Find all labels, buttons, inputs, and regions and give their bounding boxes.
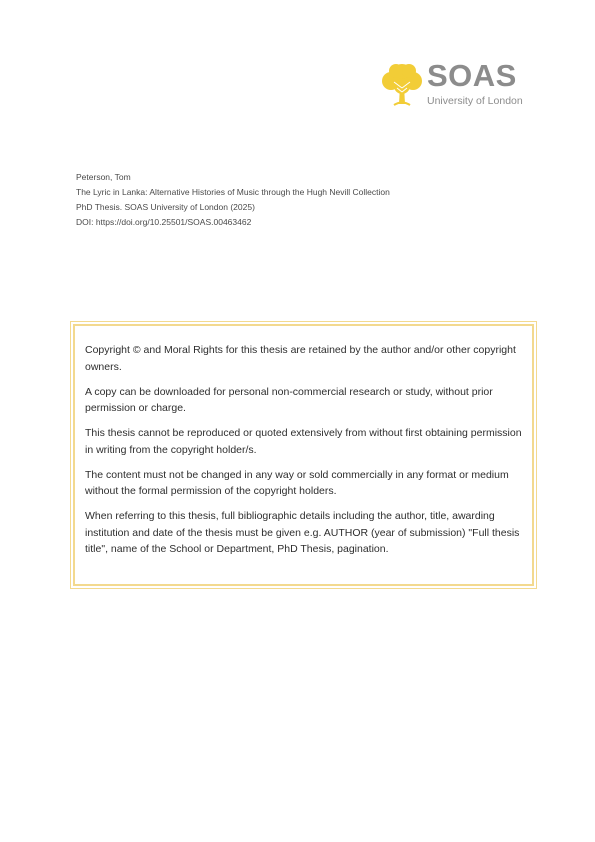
- soas-logo: [380, 58, 525, 110]
- notice-paragraph: Copyright © and Moral Rights for this thesis are retained by the author and/or other copyright owners.: [85, 344, 516, 373]
- notice-paragraph: The content must not be changed in any way or sold commercially in any format or medium without the formal permission of the copyright holders.: [85, 468, 509, 497]
- degree-info: PhD Thesis. SOAS University of London (2025): [76, 202, 255, 212]
- notice-paragraph: When referring to this thesis, full bibliographic details including the author, title, awarding institution and date of the thesis must be given e.g. AUTHOR (year of submission) "Full thesis title", name of the School or Department, PhD Thesis, pagination.: [85, 510, 520, 555]
- copyright-notice-box: [73, 324, 534, 586]
- notice-paragraph: This thesis cannot be reproduced or quoted extensively from without first obtaining permission in writing from the copyright holder/s.: [85, 427, 522, 456]
- doi-link[interactable]: DOI: https://doi.org/10.25501/SOAS.00463462: [76, 217, 252, 227]
- thesis-title: The Lyric in Lanka: Alternative Histories of Music through the Hugh Nevill Collection: [76, 187, 390, 197]
- notice-paragraph: A copy can be downloaded for personal non-commercial research or study, without prior permission or charge.: [85, 385, 493, 414]
- logo-subtitle: University of London: [427, 95, 523, 107]
- logo-wordmark: SOAS: [427, 58, 517, 93]
- tree-icon: [380, 62, 424, 108]
- bibliographic-record: [76, 170, 390, 230]
- author: Peterson, Tom: [76, 172, 131, 182]
